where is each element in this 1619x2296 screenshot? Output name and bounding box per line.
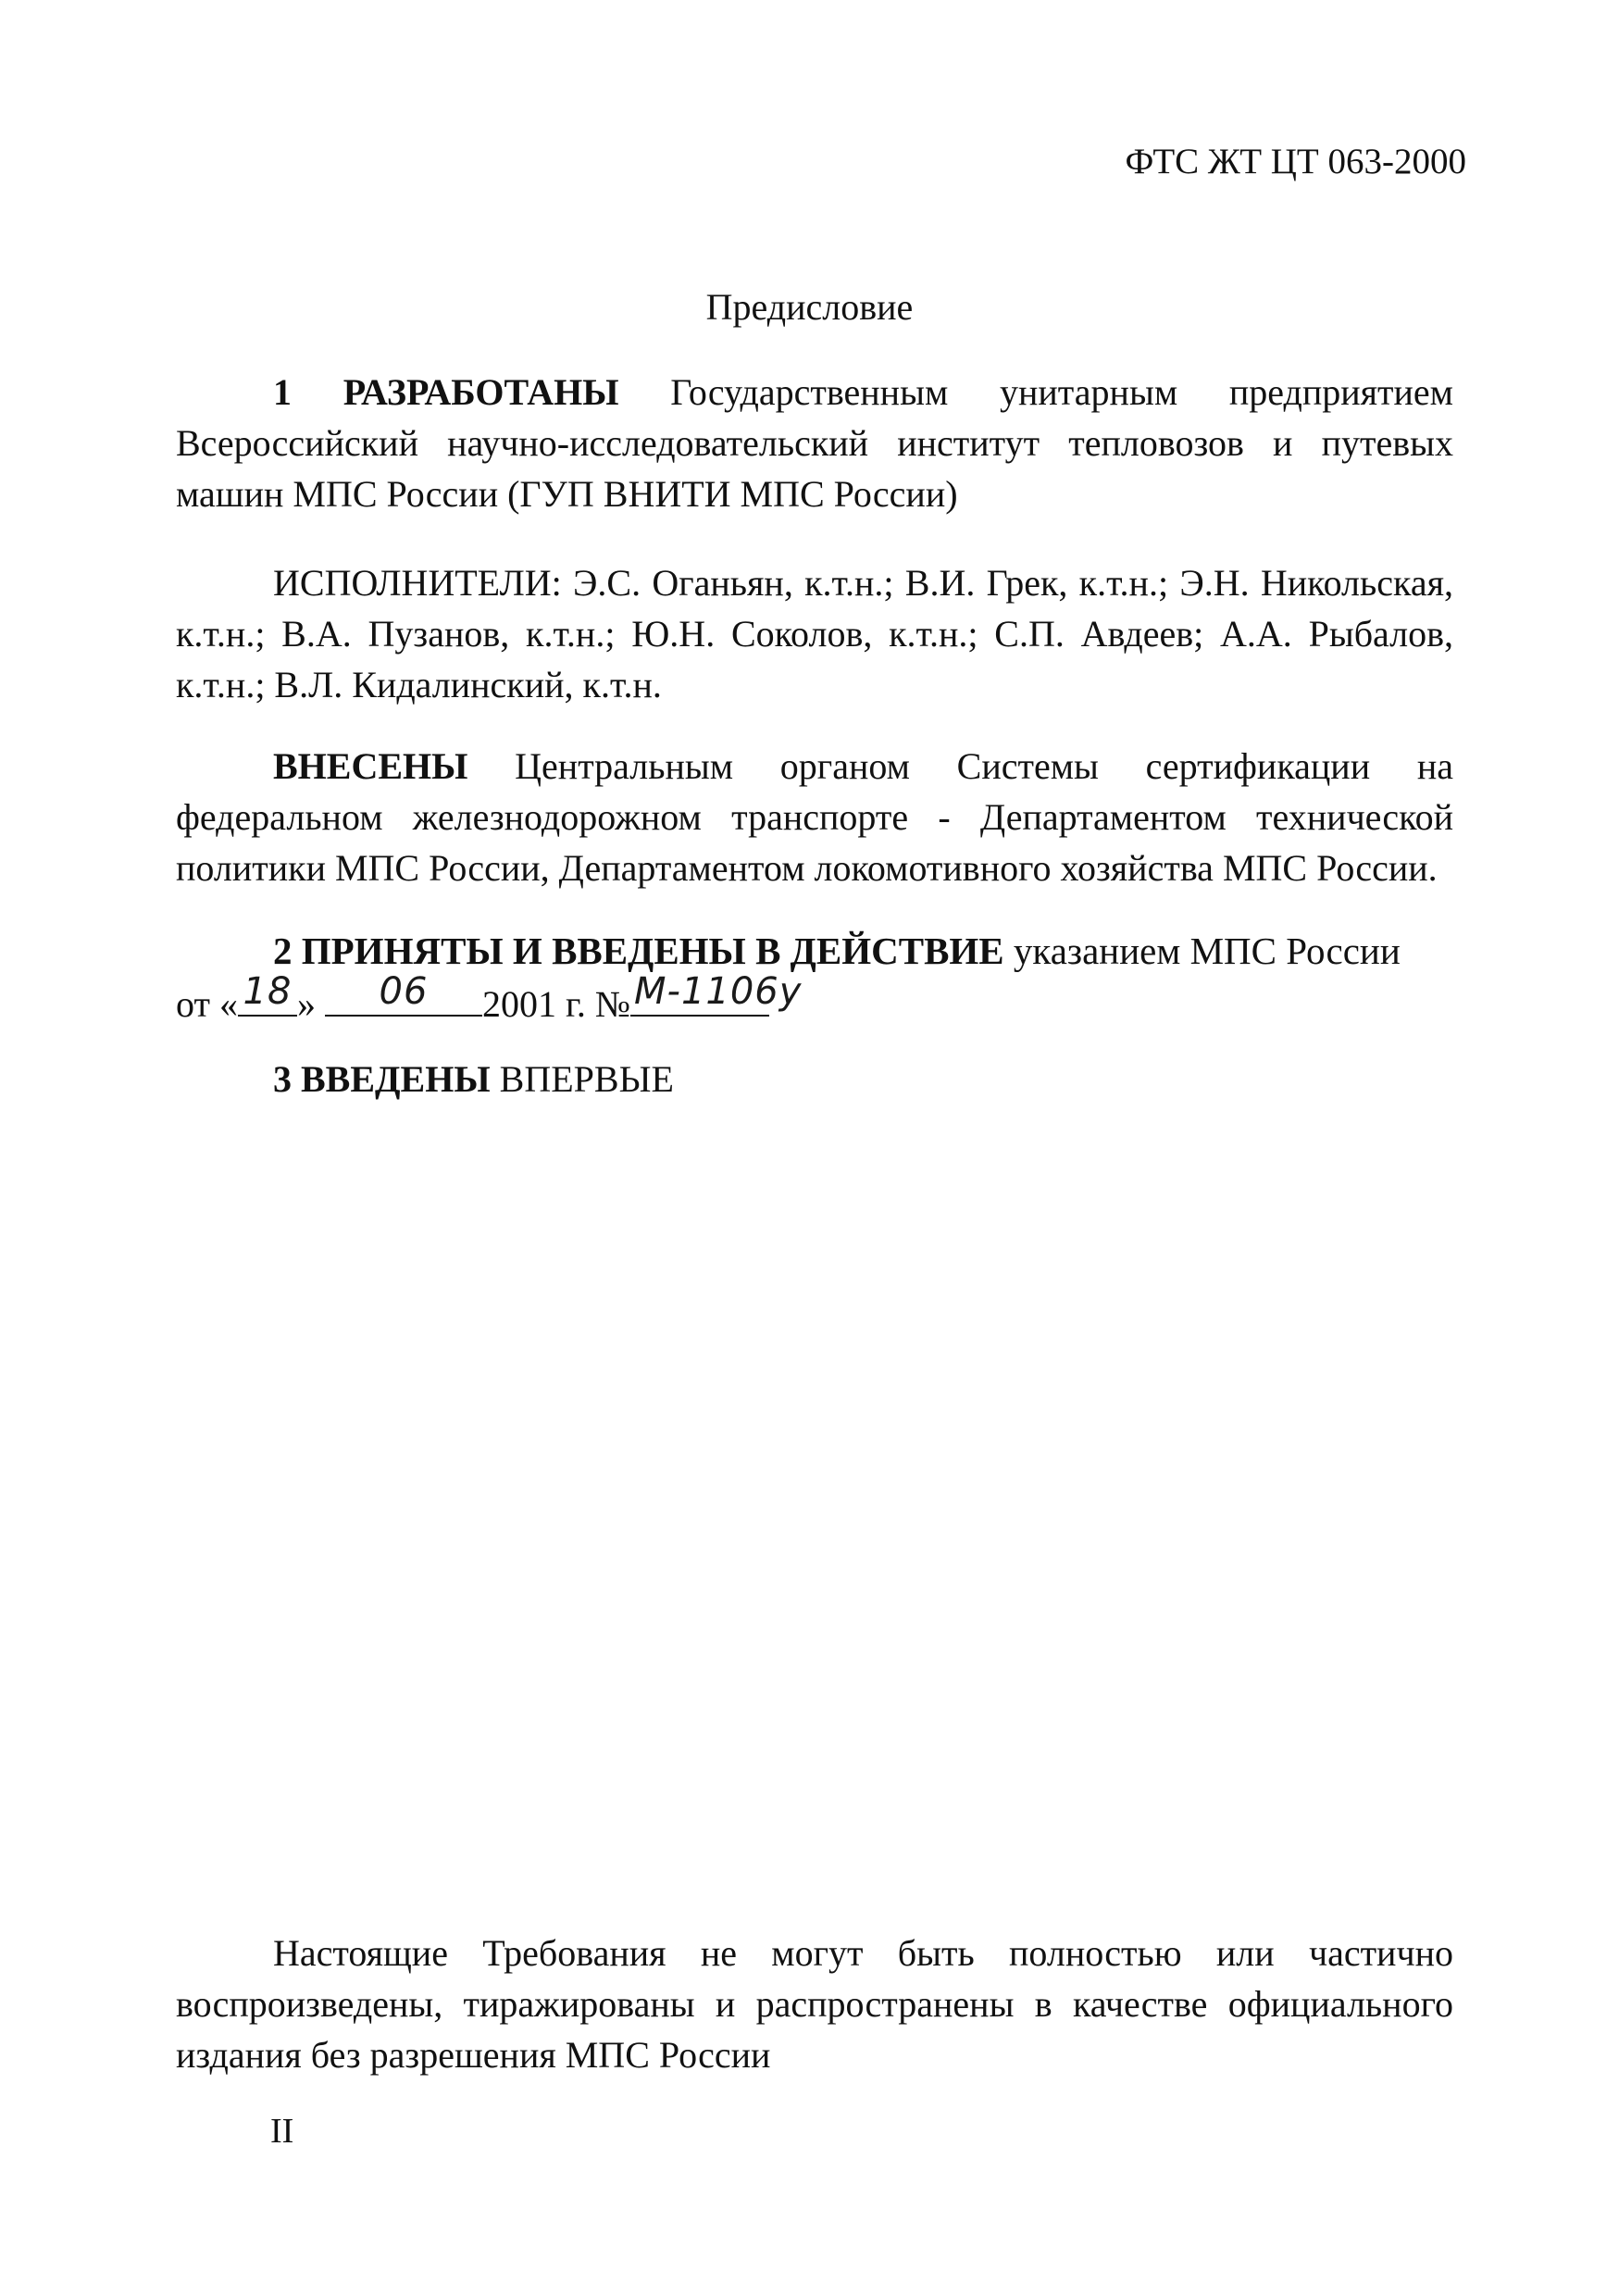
first-introduced-text: ВПЕРВЫЕ (490, 1058, 674, 1100)
month-blank (325, 970, 482, 1017)
number-blank (630, 970, 803, 1017)
copyright-notice: Настоящие Требования не могут быть полностью или частично воспроизведены, тиражированы и распространены в качестве официального издания без разрешения МПС России (176, 1932, 1453, 2076)
introduced-text: Центральным органом Системы сертификации на федеральном железнодорожном транспорте - Департаментом технической политики МПС России, Департаментом локомотивного хозяйства МПС России. (176, 745, 1453, 889)
performers-paragraph: ИСПОЛНИТЕЛИ: Э.С. Оганьян, к.т.н.; В.И. Грек, к.т.н.; Э.Н. Никольская, к.т.н.; В.А. Пузанов, к.т.н.; Ю.Н. Соколов, к.т.н.; С.П. Авдеев; А.А. Рыбалов, к.т.н.; В.Л. Кидалинский, к.т.н. (176, 562, 1453, 705)
introduced-lead: ВНЕСЕНЫ (273, 745, 468, 787)
developed-by-paragraph (176, 367, 1453, 519)
page-number: II (270, 2112, 294, 2151)
day-blank (238, 970, 297, 1017)
day-close: » (296, 983, 316, 1025)
first-introduced-lead: 3 ВВЕДЕНЫ (273, 1058, 491, 1100)
handwritten-month: 06 (379, 970, 429, 1013)
developed-by-text: Государственным унитарным предприятием Всероссийский научно-исследовательский институт тепловозов и путевых машин МПС России (ГУП ВНИТИ МПС России) (176, 371, 1453, 515)
date-prefix: от « (176, 983, 238, 1025)
document-code: ФТС ЖТ ЦТ 063-2000 (1125, 142, 1466, 181)
adopted-lead: 2 ПРИНЯТЫ И ВВЕДЕНЫ В ДЕЙСТВИЕ (273, 930, 1004, 972)
adopted-text: указанием МПС России (1003, 930, 1401, 972)
handwritten-number: М-1106у (634, 970, 803, 1013)
page-title: Предисловие (705, 286, 914, 328)
first-introduced-paragraph (176, 1054, 1453, 1104)
handwritten-day: 18 (243, 970, 293, 1013)
adoption-date-line (176, 970, 803, 1026)
adopted-paragraph (176, 926, 1453, 977)
year-text: 2001 г. № (481, 983, 631, 1025)
developed-by-lead: 1 РАЗРАБОТАНЫ (273, 371, 619, 413)
introduced-paragraph (176, 741, 1453, 893)
